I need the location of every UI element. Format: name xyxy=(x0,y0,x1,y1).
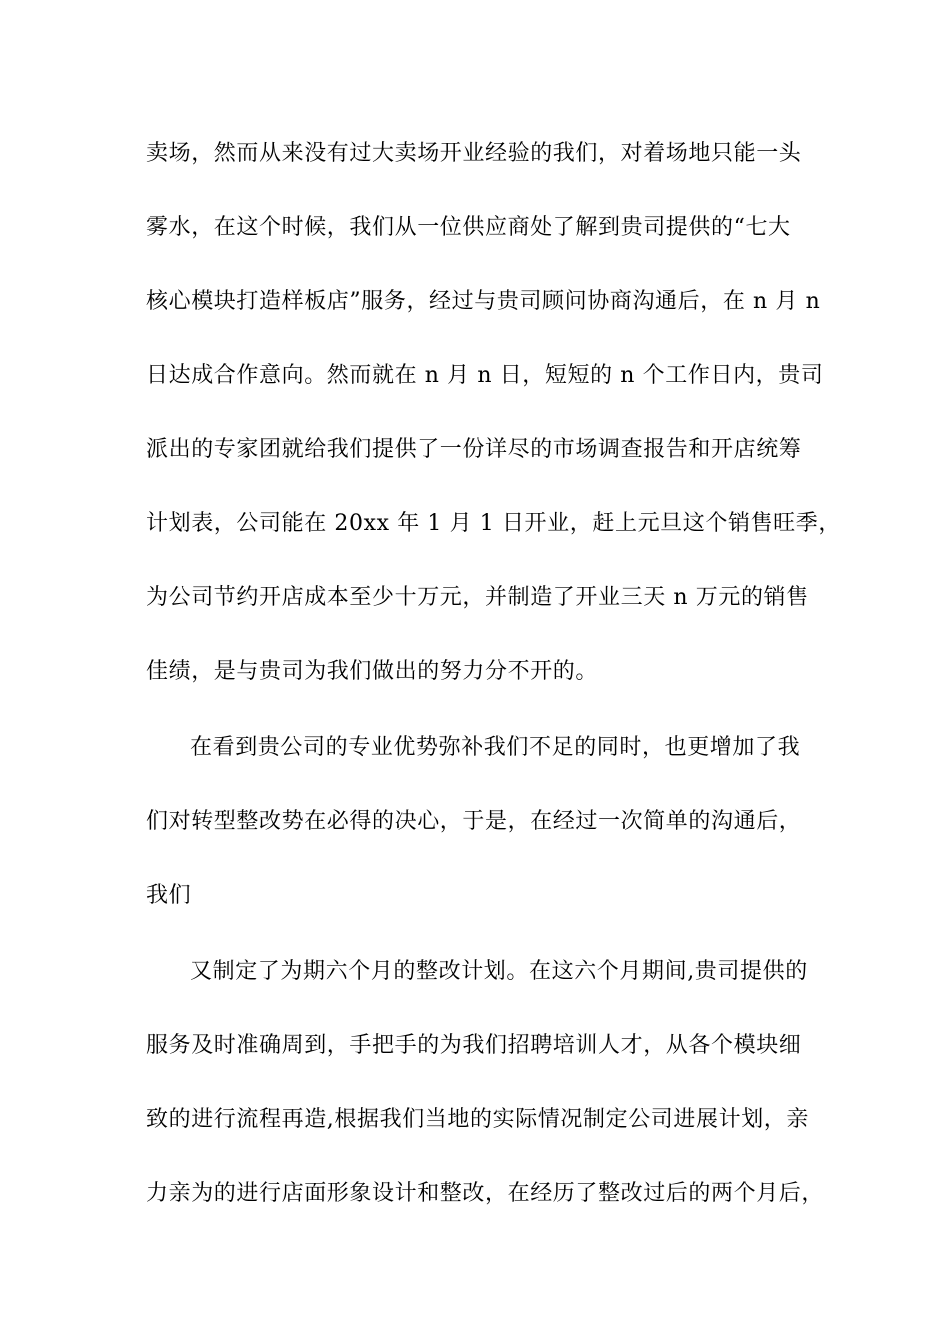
paragraph-line: 致的进行流程再造,根据我们当地的实际情况制定公司进展计划，亲 xyxy=(146,1107,809,1132)
paragraph-line: 派出的专家团就给我们提供了一份详尽的市场调查报告和开店统筹 xyxy=(146,437,802,462)
paragraph-line-indented: 在看到贵公司的专业优势弥补我们不足的同时，也更增加了我 xyxy=(190,735,801,760)
paragraph-line: 佳绩，是与贵司为我们做出的努力分不开的。 xyxy=(146,659,599,684)
paragraph-line: 服务及时准确周到，手把手的为我们招聘培训人才，从各个模块细 xyxy=(146,1033,802,1058)
paragraph-line: 为公司节约开店成本至少十万元，并制造了开业三天 n 万元的销售 xyxy=(146,585,809,610)
paragraph-line: 核心模块打造样板店”服务，经过与贵司顾问协商沟通后，在 n 月 n xyxy=(146,289,821,314)
paragraph-line: 我们 xyxy=(146,883,192,908)
paragraph-line: 雾水，在这个时候，我们从一位供应商处了解到贵司提供的“七大 xyxy=(146,215,791,240)
paragraph-line: 们对转型整改势在必得的决心，于是，在经过一次简单的沟通后， xyxy=(146,809,802,834)
paragraph-line: 计划表，公司能在 20xx 年 1 月 1 日开业，赶上元旦这个销售旺季， xyxy=(146,511,841,536)
paragraph-line: 卖场，然而从来没有过大卖场开业经验的我们，对着场地只能一头 xyxy=(146,141,802,166)
paragraph-line-indented: 又制定了为期六个月的整改计划。在这六个月期间,贵司提供的 xyxy=(190,959,808,984)
paragraph-line: 力亲为的进行店面形象设计和整改，在经历了整改过后的两个月后， xyxy=(146,1181,825,1206)
paragraph-line: 日达成合作意向。然而就在 n 月 n 日，短短的 n 个工作日内，贵司 xyxy=(146,363,824,388)
